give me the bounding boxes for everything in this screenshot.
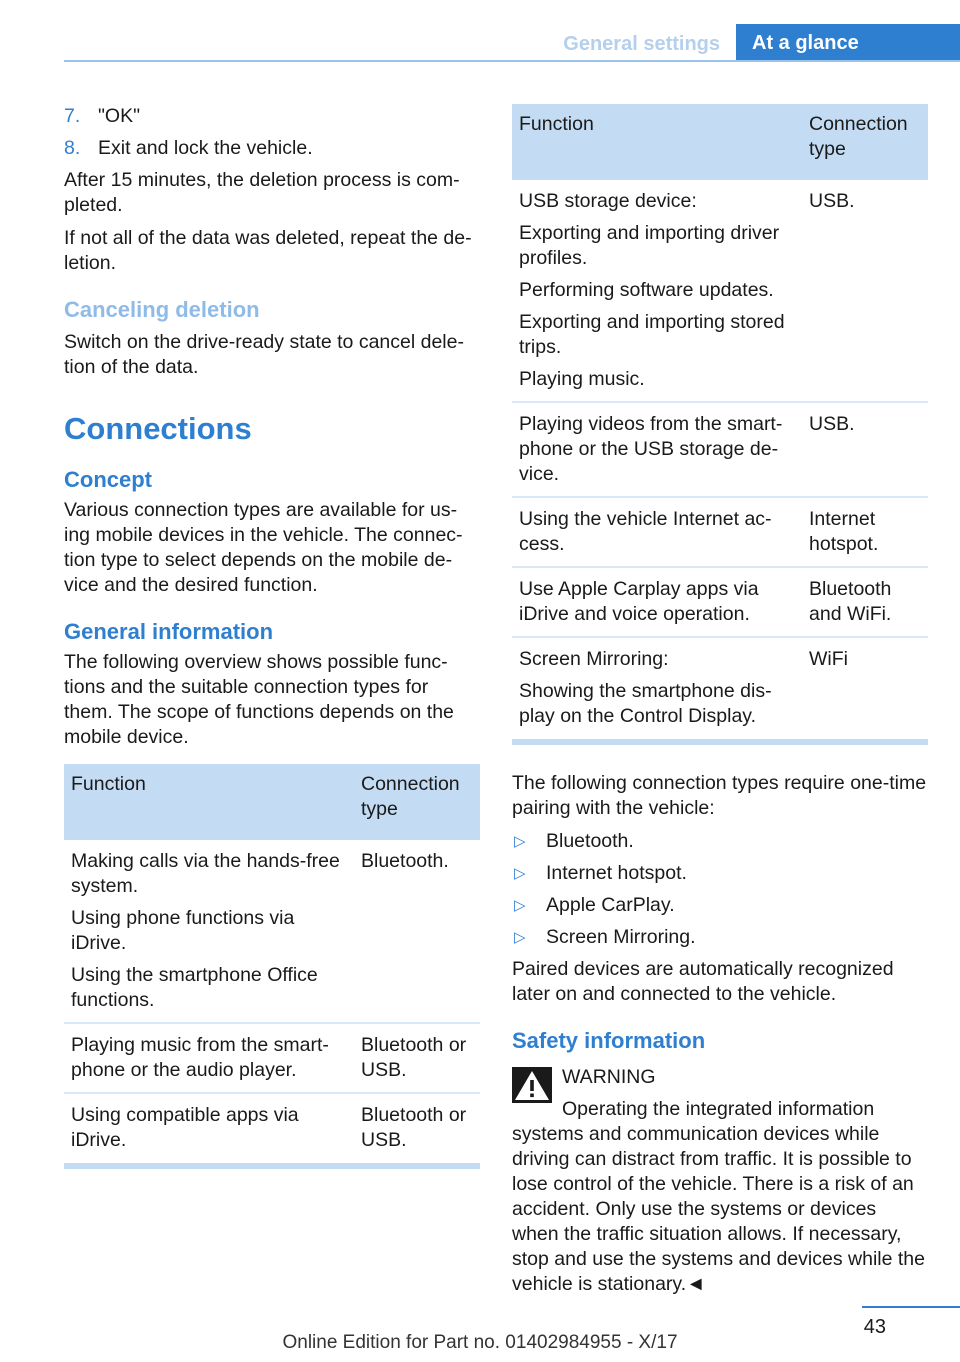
footer-rule bbox=[862, 1306, 960, 1308]
table-header-row bbox=[64, 764, 480, 840]
function-line: Using the vehicle Internet ac‐cess. bbox=[519, 508, 772, 555]
step-item bbox=[64, 104, 480, 129]
function-cell bbox=[512, 567, 802, 637]
connection-type-column-header: Connection type bbox=[802, 104, 928, 180]
connection-type-cell: USB. bbox=[802, 180, 928, 402]
connection-type-cell: WiFi bbox=[802, 637, 928, 742]
function-line: Using compatible apps via iDrive. bbox=[71, 1104, 299, 1151]
safety-information-heading: Safety information bbox=[512, 1028, 706, 1053]
connection-type-cell: Bluetooth or USB. bbox=[354, 1023, 480, 1093]
list-item bbox=[512, 861, 928, 886]
function-cell bbox=[64, 1093, 354, 1166]
step-text: "OK" bbox=[98, 105, 141, 127]
connection-table-left bbox=[64, 764, 480, 1169]
general-information-heading: General information bbox=[64, 619, 274, 644]
list-item-text: Apple CarPlay. bbox=[546, 894, 675, 916]
list-item-text: Internet hotspot. bbox=[546, 862, 687, 884]
concept-heading: Concept bbox=[64, 467, 152, 492]
connection-type-cell: Bluetooth or USB. bbox=[354, 1093, 480, 1166]
pairing-intro-text: The following connection types require one-time pairing with the vehicle: bbox=[512, 772, 927, 819]
function-cell bbox=[512, 402, 802, 497]
right-column bbox=[512, 104, 928, 1297]
general-information-text: The following overview shows possible func‐tions and the suitable connection types for them. The scope of functions depends on the mobile device. bbox=[64, 651, 454, 748]
step-text: Exit and lock the vehicle. bbox=[98, 137, 313, 159]
pairing-list bbox=[512, 829, 928, 950]
function-line: Using the smartphone Office functions. bbox=[71, 964, 318, 1011]
table-row bbox=[512, 637, 928, 742]
function-cell bbox=[512, 637, 802, 742]
table-row bbox=[512, 497, 928, 567]
paired-devices-text: Paired devices are automatically recognized later on and connected to the vehicle. bbox=[512, 958, 894, 1005]
list-item bbox=[512, 925, 928, 950]
step-number: 8. bbox=[64, 137, 81, 159]
function-column-header: Function bbox=[512, 104, 802, 180]
table-row bbox=[64, 1023, 480, 1093]
triangle-bullet-icon: ▷ bbox=[514, 865, 526, 882]
left-column bbox=[64, 104, 480, 1169]
canceling-deletion-text: Switch on the drive-ready state to cancel dele‐tion of the data. bbox=[64, 331, 464, 378]
connection-type-cell: Bluetooth. bbox=[354, 840, 480, 1023]
list-item bbox=[512, 893, 928, 918]
connection-table-right bbox=[512, 104, 928, 745]
function-cell bbox=[64, 840, 354, 1023]
function-line: Exporting and importing stored trips. bbox=[519, 311, 785, 358]
header-rule bbox=[64, 60, 960, 62]
function-line: Playing music from the smart‐phone or the audio player. bbox=[71, 1034, 329, 1081]
function-line: Use Apple Carplay apps via iDrive and voice operation. bbox=[519, 578, 759, 625]
connection-type-cell: Internet hotspot. bbox=[802, 497, 928, 567]
function-line: Showing the smartphone dis‐play on the Control Display. bbox=[519, 680, 772, 727]
list-item bbox=[512, 829, 928, 854]
warning-title: WARNING bbox=[562, 1066, 656, 1088]
step-item bbox=[64, 136, 480, 161]
function-cell bbox=[64, 1023, 354, 1093]
repeat-deletion-text: If not all of the data was deleted, repeat the de‐letion. bbox=[64, 227, 472, 274]
footer-edition-text: Online Edition for Part no. 01402984955 - X/17 bbox=[282, 1332, 678, 1353]
table-row bbox=[512, 402, 928, 497]
header-chapter-tab: At a glance bbox=[736, 24, 960, 62]
function-cell bbox=[512, 497, 802, 567]
warning-block bbox=[512, 1065, 928, 1297]
connection-type-cell: USB. bbox=[802, 402, 928, 497]
concept-text: Various connection types are available for us‐ing mobile devices in the vehicle. The connec‐tion type to select depends on the mobile de‐vice and the desired function. bbox=[64, 499, 463, 596]
triangle-bullet-icon: ▷ bbox=[514, 929, 526, 946]
function-column-header: Function bbox=[64, 764, 354, 840]
list-item-text: Screen Mirroring. bbox=[546, 926, 696, 948]
list-item-text: Bluetooth. bbox=[546, 830, 634, 852]
canceling-deletion-heading: Canceling deletion bbox=[64, 297, 260, 322]
function-line: Screen Mirroring: bbox=[519, 648, 669, 670]
table-header-row bbox=[512, 104, 928, 180]
triangle-bullet-icon: ▷ bbox=[514, 833, 526, 850]
triangle-bullet-icon: ▷ bbox=[514, 897, 526, 914]
connection-type-column-header: Connection type bbox=[354, 764, 480, 840]
connection-type-cell: Bluetooth and WiFi. bbox=[802, 567, 928, 637]
table-row bbox=[512, 567, 928, 637]
warning-triangle-icon bbox=[512, 1067, 552, 1103]
function-line: Playing videos from the smart‐phone or the USB storage de‐vice. bbox=[519, 413, 783, 485]
function-line: Exporting and importing driver profiles. bbox=[519, 222, 780, 269]
table-row bbox=[512, 180, 928, 402]
deletion-complete-text: After 15 minutes, the deletion process is com‐pleted. bbox=[64, 169, 460, 216]
page-number: 43 bbox=[863, 1316, 886, 1338]
steps-list bbox=[64, 104, 480, 161]
function-line: Using phone functions via iDrive. bbox=[71, 907, 295, 954]
connections-heading: Connections bbox=[64, 411, 252, 446]
table-row bbox=[64, 840, 480, 1023]
table-row bbox=[64, 1093, 480, 1166]
step-number: 7. bbox=[64, 105, 81, 127]
function-line: Performing software updates. bbox=[519, 279, 774, 301]
function-line: Playing music. bbox=[519, 368, 645, 390]
function-line: Making calls via the hands-free system. bbox=[71, 850, 340, 897]
function-line: USB storage device: bbox=[519, 190, 697, 212]
warning-text: Operating the integrated information systems and communication devices while driving can distract from traffic. It is possible to lose control of the vehicle. There is a risk of an accident. Only use the systems or devices when the traffic situation allows. If necessary, stop and use the systems and devices while the vehicle is stationary.◄ bbox=[512, 1098, 925, 1295]
header-section-title: General settings bbox=[563, 33, 720, 55]
function-cell bbox=[512, 180, 802, 402]
